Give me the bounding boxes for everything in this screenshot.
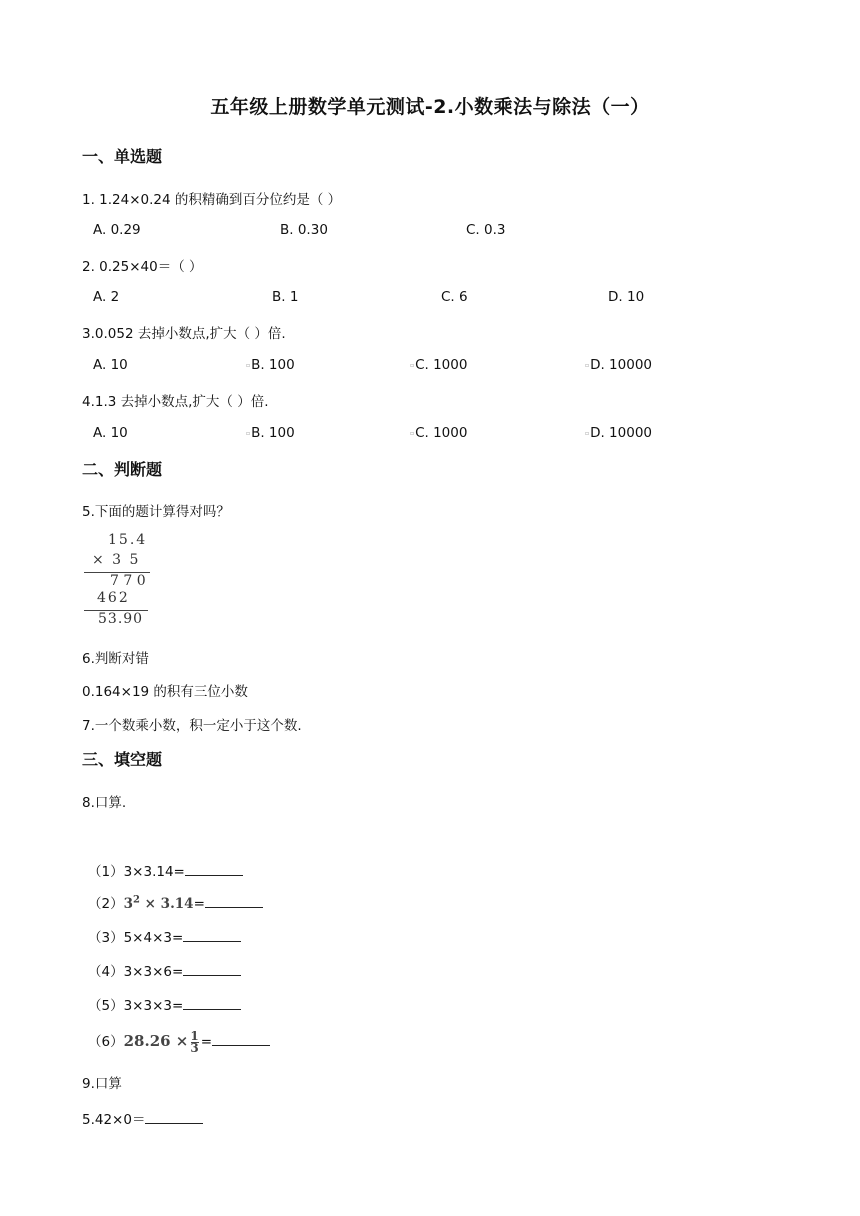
q8-item-2: $(2)3^2 \times 3.14=$	[88, 892, 263, 912]
fraction-one-third: $\frac{1}{3}$	[190, 1028, 199, 1055]
q8-item-5: （5）3×3×3=	[88, 994, 241, 1014]
q3-option-d: ▫D. 10000	[585, 357, 653, 373]
bullet-mark: ▫	[585, 361, 590, 369]
bullet-mark: ▫	[246, 361, 251, 369]
question-6-statement: 0.164×19 的积有三位小数	[82, 684, 248, 700]
question-8: 8.口算.	[82, 795, 127, 811]
q1-option-b: B. 0.30	[280, 222, 328, 238]
q3-option-a: A. 10	[93, 357, 128, 373]
q3-option-b: ▫B. 100	[246, 357, 295, 373]
math-image-expression: $3^2 \times 3.14$	[123, 894, 194, 912]
q2-option-a: A. 2	[93, 289, 120, 305]
q4-option-b: ▫B. 100	[246, 425, 295, 441]
answer-blank[interactable]	[185, 863, 243, 876]
q8-item-6: （6）28.26 × $\frac{1}{3}$ =	[88, 1030, 270, 1054]
page-title: 五年级上册数学单元测试-2.小数乘法与除法（一）	[210, 96, 650, 118]
calc-partial-2: 462	[97, 590, 130, 606]
vertical-multiplication-figure	[84, 532, 154, 630]
answer-blank[interactable]	[183, 963, 241, 976]
q2-option-d: D. 10	[608, 289, 645, 305]
calc-multiplier: × 3 5	[92, 552, 141, 568]
bullet-mark: ▫	[246, 429, 251, 437]
bullet-mark: ▫	[410, 429, 415, 437]
q4-option-d: ▫D. 10000	[585, 425, 653, 441]
q4-option-a: A. 10	[93, 425, 128, 441]
bullet-mark: ▫	[585, 429, 590, 437]
q4-option-c: ▫C. 1000	[410, 425, 468, 441]
answer-blank[interactable]	[183, 929, 241, 942]
question-5: 5.下面的题计算得对吗？	[82, 504, 230, 520]
question-4: 4.1.3 去掉小数点,扩大（ ）倍.	[82, 394, 269, 410]
q8-item-1: （1）3×3.14=	[88, 860, 243, 880]
answer-blank[interactable]	[183, 997, 241, 1010]
bullet-mark: ▫	[410, 361, 415, 369]
question-9: 9.口算	[82, 1076, 122, 1092]
calc-partial-1: 7 7 0	[110, 573, 146, 589]
q2-option-c: C. 6	[441, 289, 468, 305]
math-image-expression: 28.26 ×	[123, 1032, 189, 1050]
question-9-item: 5.42×0＝	[82, 1108, 203, 1128]
q8-item-4: （4）3×3×6=	[88, 960, 241, 980]
question-3: 3.0.052 去掉小数点,扩大（ ）倍.	[82, 326, 286, 342]
q2-option-b: B. 1	[272, 289, 299, 305]
section-heading-single-choice: 一、单选题	[82, 147, 163, 166]
q8-item-3: （3）5×4×3=	[88, 926, 241, 946]
q3-option-c: ▫C. 1000	[410, 357, 468, 373]
question-1: 1. 1.24×0.24 的积精确到百分位约是（ ）	[82, 192, 342, 208]
answer-blank[interactable]	[205, 895, 263, 908]
calc-multiplicand: 15.4	[108, 532, 148, 548]
answer-blank[interactable]	[212, 1033, 270, 1046]
answer-blank[interactable]	[145, 1111, 203, 1124]
section-heading-true-false: 二、判断题	[82, 460, 163, 479]
section-heading-fill-blank: 三、填空题	[82, 750, 163, 769]
question-2: 2. 0.25×40＝（ ）	[82, 259, 203, 275]
question-7: 7.一个数乘小数，积一定小于这个数.	[82, 718, 302, 734]
q1-option-a: A. 0.29	[93, 222, 141, 238]
calc-product: 53.90	[98, 611, 144, 627]
q1-option-c: C. 0.3	[466, 222, 506, 238]
question-6: 6.判断对错	[82, 651, 149, 667]
